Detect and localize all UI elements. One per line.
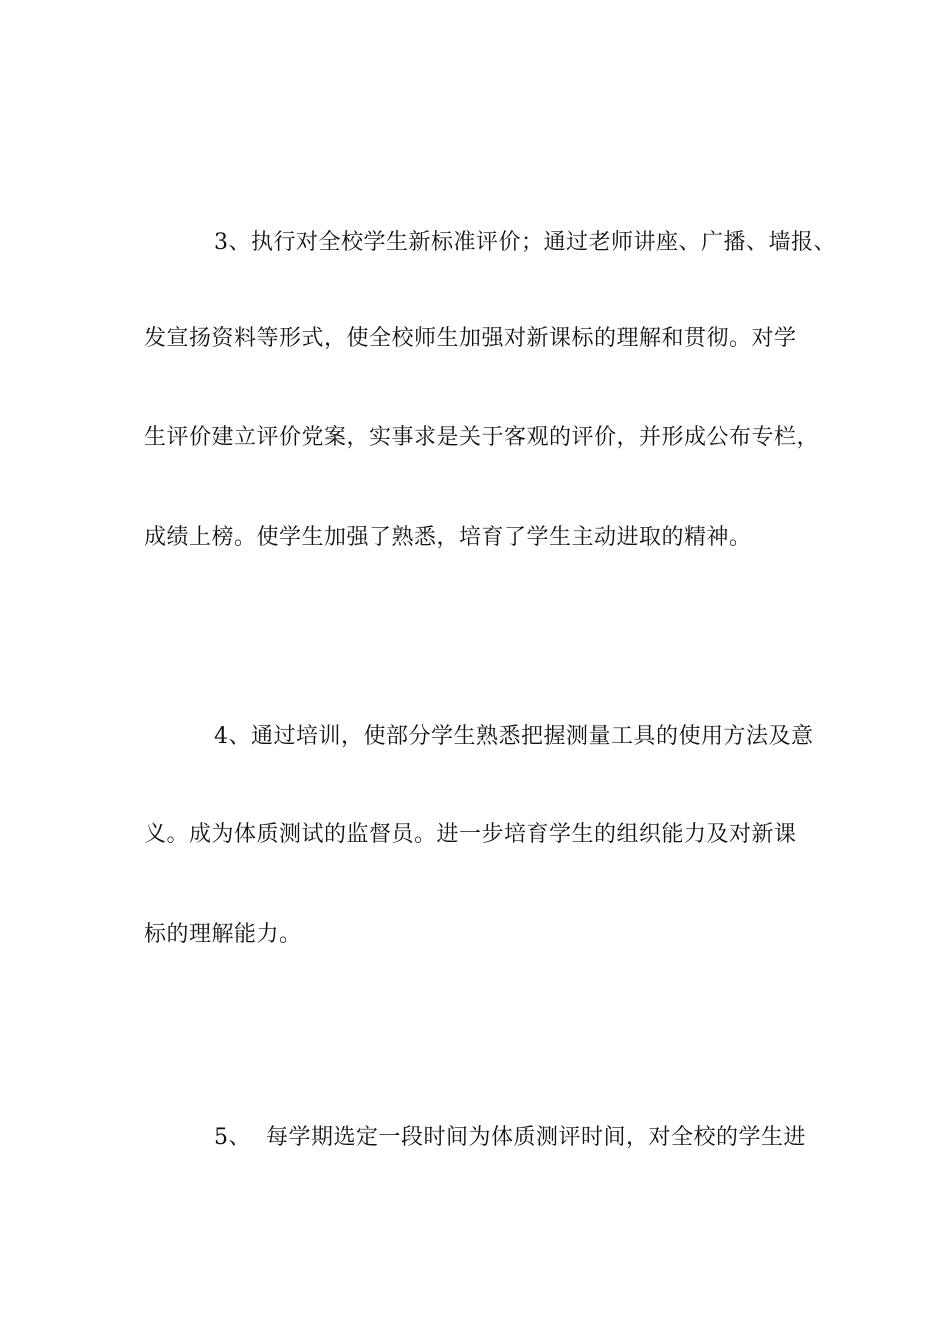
paragraph-4-line-2: 义。成为体质测试的监督员。进一步培育学生的组织能力及对新课 (144, 822, 797, 847)
paragraph-3-line-1: 3、执行对全校学生新标准评价；通过老师讲座、广播、墙报、 (214, 230, 836, 255)
paragraph-4-line-3: 标的理解能力。 (144, 922, 302, 947)
paragraph-4-line-1: 4、通过培训，使部分学生熟悉把握测量工具的使用方法及意 (214, 724, 814, 749)
paragraph-3-line-4: 成绩上榜。使学生加强了熟悉，培育了学生主动进取的精神。 (144, 525, 752, 550)
paragraph-3-line-3: 生评价建立评价党案，实事求是关于客观的评价，并形成公布专栏， (144, 425, 820, 450)
paragraph-5-line-1: 5、 每学期选定一段时间为体质测评时间，对全校的学生进 (214, 1125, 806, 1150)
paragraph-3-line-2: 发宣扬资料等形式，使全校师生加强对新课标的理解和贯彻。对学 (144, 326, 797, 351)
